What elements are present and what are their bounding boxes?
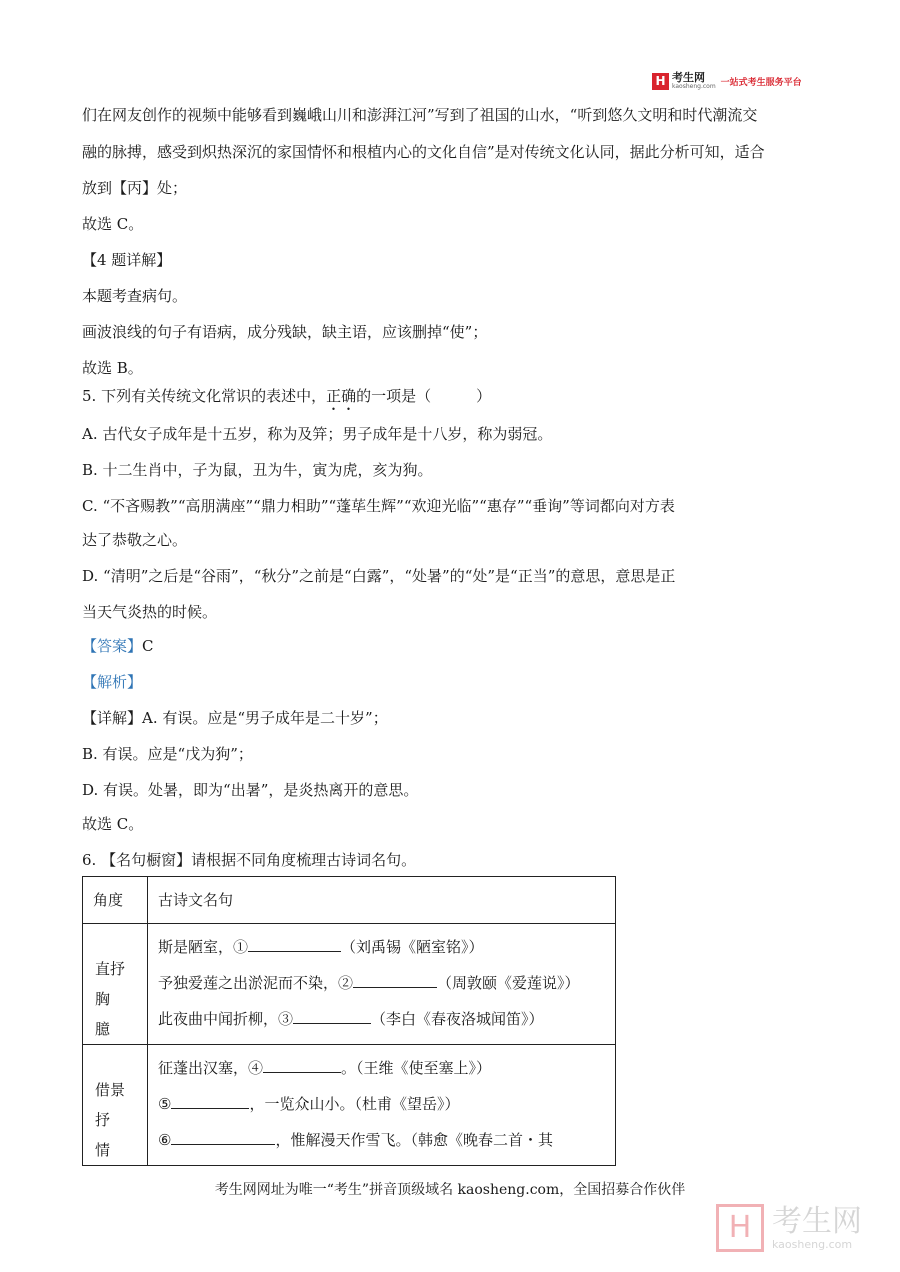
text-line: 放到【丙】处； <box>82 179 188 197</box>
poem-table <box>82 876 616 1166</box>
logo-domain: kaosheng.com <box>672 83 716 90</box>
fill-blank <box>263 1058 341 1073</box>
fill-blank <box>171 1130 275 1145</box>
logo-name: 考生网 <box>672 71 705 84</box>
header-angle: 角度 <box>93 891 124 909</box>
emphasis-word: 正确 <box>326 387 357 405</box>
fill-blank <box>248 937 341 952</box>
verse-source: （李白《春夜洛城闻笛》） <box>371 1010 544 1028</box>
site-logo <box>652 72 802 90</box>
option-d: D. “清明”之后是“谷雨”，“秋分”之前是“白露”，“处暑”的“处”是“正当”的意思，意思是正 <box>82 567 676 585</box>
detail-line: B. 有误。应是“戊为狗”； <box>82 745 253 763</box>
logo-slogan: 一站式考生服务平台 <box>720 77 802 88</box>
detail-line: 故选 C。 <box>82 815 144 833</box>
verse-source: ，惟解漫天作雪飞。（韩愈《晚春二首・其 <box>275 1131 553 1149</box>
verse-cell <box>148 1045 616 1166</box>
analysis-label: 【解析】 <box>82 673 143 691</box>
verse-source: （周敦颐《爱莲说》） <box>437 974 580 992</box>
angle-label: 情 <box>95 1141 111 1159</box>
question-5-text: 5. 下列有关传统文化常识的表述中， <box>82 387 327 405</box>
watermark-domain: kaosheng.com <box>772 1237 853 1251</box>
answer-label: 【答案】 <box>82 637 143 655</box>
text-line: 融的脉搏，感受到炽热深沉的家国情怀和根植内心的文化自信”是对传统文化认同，据此分析可知，适合 <box>82 143 765 161</box>
answer-value: C <box>142 637 154 655</box>
table-row <box>83 1045 616 1166</box>
fill-blank <box>353 973 437 988</box>
verse-text: 征蓬出汉塞，④ <box>158 1059 264 1077</box>
verse-text: 斯是陋室，① <box>158 938 249 956</box>
page-footer: 考生网网址为唯一“考生”拼音顶级域名 kaosheng.com，全国招募合作伙伴 <box>214 1182 686 1198</box>
option-c: C. “不吝赐教”“高朋满座”“鼎力相助”“蓬荜生辉”“欢迎光临”“惠存”“垂询”等词都向对方表 <box>82 497 675 515</box>
verse-line <box>148 1000 615 1036</box>
text-line: 画波浪线的句子有语病，成分残缺，缺主语，应该删掉“使”； <box>82 323 488 341</box>
verse-cell <box>148 924 616 1045</box>
watermark-name: 考生网 <box>772 1203 862 1239</box>
verse-source: ，一览众山小。（杜甫《望岳》） <box>249 1095 460 1113</box>
text-line: 故选 B。 <box>82 359 143 377</box>
text-line: 故选 C。 <box>82 215 144 233</box>
header-verse: 古诗文名句 <box>158 891 234 909</box>
logo-mark-icon: H <box>652 73 669 90</box>
verse-text: ⑤ <box>158 1095 172 1113</box>
answer-line <box>82 636 154 656</box>
fill-blank <box>171 1094 249 1109</box>
question-6: 6. 【名句橱窗】请根据不同角度梳理古诗词名句。 <box>82 851 417 869</box>
verse-line <box>148 964 615 1000</box>
text-line: 本题考查病句。 <box>82 287 188 305</box>
watermark-logo <box>716 1204 862 1252</box>
option-d-cont: 当天气炎热的时候。 <box>82 603 218 621</box>
angle-label: 臆 <box>95 1020 111 1038</box>
verse-text: ⑥ <box>158 1131 172 1149</box>
detail-line: 【详解】A. 有误。应是“男子成年是二十岁”； <box>82 709 388 727</box>
angle-label: 直抒胸 <box>95 960 126 1008</box>
watermark-mark-icon: H <box>716 1204 764 1252</box>
option-c-cont: 达了恭敬之心。 <box>82 531 188 549</box>
verse-line <box>148 1085 615 1121</box>
verse-source: （刘禹锡《陋室铭》） <box>341 938 484 956</box>
verse-text: 予独爱莲之出淤泥而不染，② <box>158 974 354 992</box>
text-line: 们在网友创作的视频中能够看到巍峨山川和澎湃江河”写到了祖国的山水，“听到悠久文明和时代潮流交 <box>82 106 758 124</box>
question-5-tail: 的一项是（ ） <box>356 387 492 405</box>
angle-label: 借景抒 <box>95 1081 126 1129</box>
option-a: A. 古代女子成年是十五岁，称为及笄；男子成年是十八岁，称为弱冠。 <box>82 425 553 443</box>
angle-cell <box>83 924 148 1045</box>
verse-line <box>148 1045 615 1085</box>
verse-text: 此夜曲中闻折柳，③ <box>158 1010 294 1028</box>
table-row <box>83 924 616 1045</box>
fill-blank <box>293 1009 371 1024</box>
table-header-row <box>83 877 616 924</box>
question-5 <box>82 386 491 414</box>
angle-cell <box>83 1045 148 1166</box>
option-b: B. 十二生肖中，子为鼠，丑为牛，寅为虎，亥为狗。 <box>82 461 433 479</box>
table-header-cell <box>148 877 616 924</box>
section-heading: 【4 题详解】 <box>82 251 172 269</box>
detail-line: D. 有误。处暑，即为“出暑”，是炎热离开的意思。 <box>82 781 419 799</box>
verse-line <box>148 924 615 964</box>
verse-line <box>148 1121 615 1157</box>
table-header-cell <box>83 877 148 924</box>
verse-source: 。（王维《使至塞上》） <box>341 1059 492 1077</box>
